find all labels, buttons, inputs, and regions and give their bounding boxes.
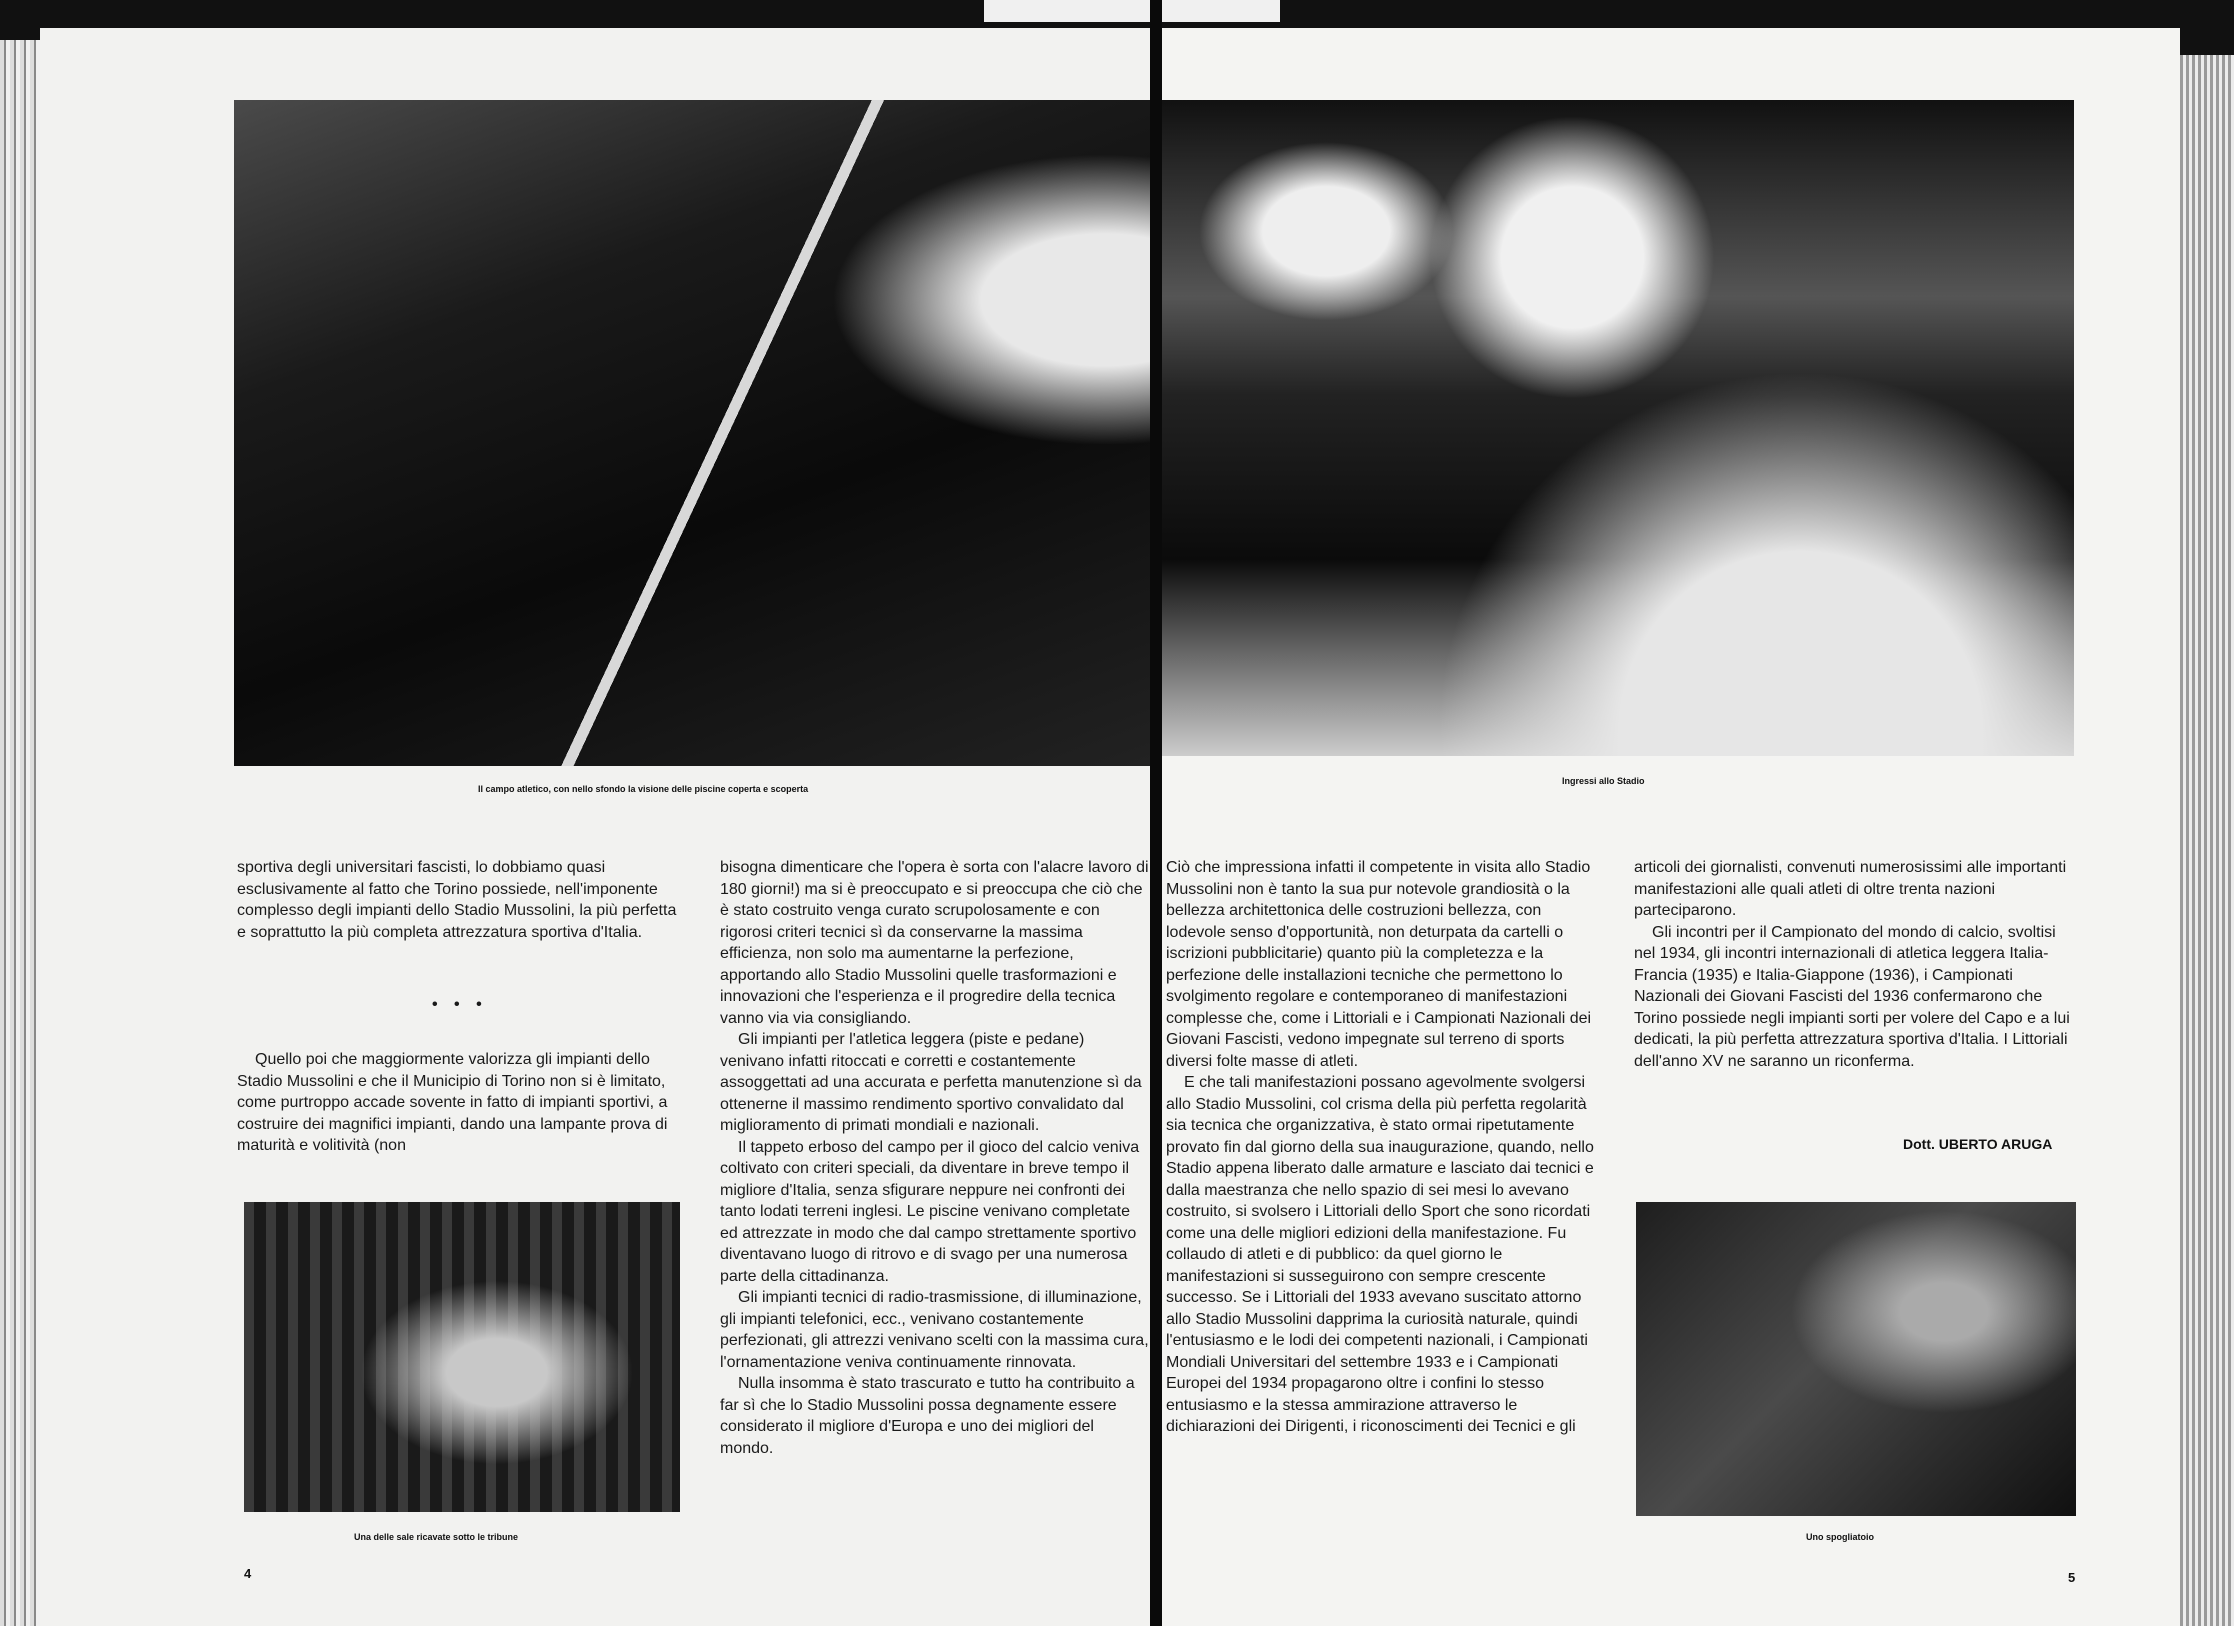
paragraph: articoli dei giornalisti, convenuti numerosissimi alle importanti manifestazioni alle quali atleti di oltre trenta nazioni parteciparono.	[1634, 859, 2067, 919]
book-edge-right	[2180, 55, 2234, 1626]
text-column-2	[720, 857, 1150, 1459]
page-number-right: 5	[2068, 1570, 2076, 1585]
paragraph: sportiva degli universitari fascisti, lo dobbiamo quasi esclusivamente al fatto che Torino possiede, nell'imponente complesso degli impianti dello Stadio Mussolini, la più perfetta e soprattutto la più completa attrezzatura sportiva d'Italia.	[237, 859, 677, 941]
paragraph: Gli incontri per il Campionato del mondo di calcio, svoltisi nel 1934, gli incontri internazionali di atletica leggera Italia-Francia (1935) e Italia-Giappone (1936), i Campionati Nazionali dei Giovani Fascisti del 1936 confermarono che Torino possiede negli impianti sorti per volere del Capo e a lui dedicati, la più perfetta attrezzatura sportiva d'Italia. I Littoriali dell'anno XV ne saranno un riconferma.	[1634, 923, 2070, 1070]
caption-locker: Uno spogliatoio	[1806, 1532, 1874, 1542]
page-number-left: 4	[244, 1566, 252, 1581]
photo-locker-room	[1636, 1202, 2076, 1516]
caption-entrances: Ingressi allo Stadio	[1562, 776, 1645, 786]
text-column-1b	[237, 1049, 677, 1157]
paragraph: Gli impianti per l'atletica leggera (piste e pedane) venivano infatti ritoccati e corretti e costantemente assoggettati ad una accurata e perfetta manutenzione sì da ottenerne il massimo rendimento sportivo convalidato dal miglioramento di primati mondiali e nazionali.	[720, 1031, 1142, 1134]
caption-hall: Una delle sale ricavate sotto le tribune	[354, 1532, 519, 1542]
text-column-4	[1634, 857, 2076, 1072]
caption-athletic-field: Il campo atletico, con nello sfondo la visione delle piscine coperta e scoperta	[478, 784, 809, 794]
photo-athletic-field	[234, 100, 1150, 766]
paragraph: Nulla insomma è stato trascurato e tutto ha contribuito a far sì che lo Stadio Mussolini possa degnamente essere considerato il migliore d'Europa e uno dei migliori del mondo.	[720, 1375, 1135, 1457]
section-separator: • • •	[432, 996, 488, 1013]
paragraph: Ciò che impressiona infatti il competente in visita allo Stadio Mussolini non è tanto la sua pur notevole grandiosità o la bellezza architettonica delle costruzioni bellezza, con lodevole senso d'opportunità, non deturpata da cartelli o iscrizioni pubblicitarie) quanto più la completezza e la perfezione delle installazioni tecniche che permettono lo svolgimento regolare e contemporaneo di manifestazioni complesse che, come i Littoriali e i Campionati Nazionali dei Giovani Fascisti, vedono impegnate sul terreno di sports diversi folte masse di atleti.	[1166, 859, 1592, 1070]
paragraph: bisogna dimenticare che l'opera è sorta con l'alacre lavoro di 180 giorni!) ma si è preoccupato e si preoccupa che ciò che è stato costruito venga curato scrupolosamente e con rigorosi criteri tecnici sì da conservarne la massima efficienza, non solo ma aumentarne la perfezione, apportando allo Stadio Mussolini quelle trasformazioni e innovazioni che l'esperienza e il progredire della tecnica vanno via via consigliando.	[720, 859, 1149, 1027]
paragraph: E che tali manifestazioni possano agevolmente svolgersi allo Stadio Mussolini, col crisma della più perfetta regolarità sia tecnica che organizzativa, è stato ormai ripetutamente provato fin dal giorno della sua inaugurazione, quando, nello Stadio appena liberato dalle armature e lasciato dai tecnici e dalla maestranza che nello spazio di sei mesi lo avevano costruito, si svolsero i Littoriali dello Sport che sono ricordati come una delle migliori edizioni della manifestazione. Fu collaudo di atleti e di pubblico: da quel giorno le manifestazioni si susseguirono con sempre crescente successo. Se i Littoriali del 1933 avevano suscitato attorno allo Stadio Mussolini dapprima la curiosità naturale, quindi l'entusiasmo e le lodi dei competenti nazionali, i Campionati Mondiali Universitari del settembre 1933 e i Campionati Europei del 1934 propagarono oltre i confini lo stesso entusiasmo e la stessa ammirazione attraverso le dichiarazioni dei Dirigenti, i riconoscimenti dei Tecnici e gli	[1166, 1074, 1594, 1435]
book-spine	[1150, 0, 1162, 1626]
text-column-3	[1166, 857, 1594, 1438]
author-signature: Dott. UBERTO ARUGA	[1903, 1136, 2053, 1152]
paragraph: Gli impianti tecnici di radio-trasmissione, di illuminazione, gli impianti telefonici, ecc., venivano costantemente perfezionati, gli attrezzi venivano scelti con la massima cura, l'ornamentazione veniva continuamente rinnovata.	[720, 1289, 1149, 1371]
photo-hall-under-stands	[244, 1202, 680, 1512]
photo-stadium-entrances	[1162, 100, 2074, 756]
top-paper-tab	[984, 0, 1280, 22]
text-column-1	[237, 857, 677, 943]
paragraph: Il tappeto erboso del campo per il gioco del calcio veniva coltivato con criteri speciali, da diventare in breve tempo il migliore d'Italia, senza sfigurare neppure nei confronti dei tanto lodati terreni inglesi. Le piscine venivano completate ed attrezzate in modo che dal campo strettamente sportivo diventavano luogo di ritrovo e di svago per una numerosa parte della cittadinanza.	[720, 1138, 1140, 1285]
paragraph: Quello poi che maggiormente valorizza gli impianti dello Stadio Mussolini e che il Municipio di Torino non si è limitato, come purtroppo accade sovente in fatto di impianti sportivi, a costruire dei magnifici impianti, dando una lampante prova di maturità e volitività (non	[237, 1051, 668, 1154]
